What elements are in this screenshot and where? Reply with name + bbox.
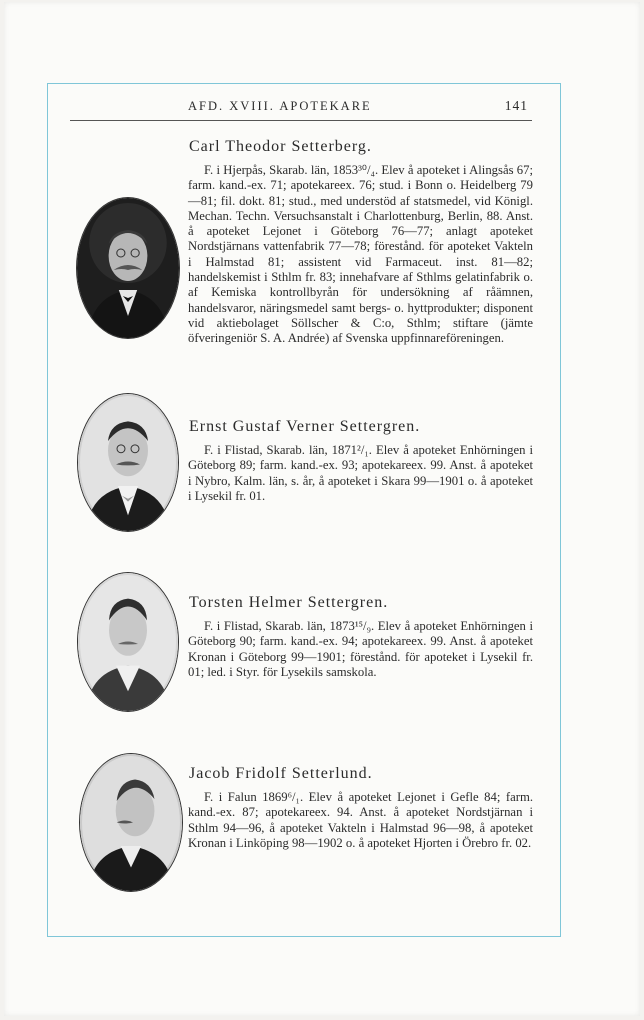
entry-biography: F. i Hjerpås, Skarab. län, 1853³⁰/₄. Elev å apoteket i Alingsås 67; farm. kand.-ex. 71; apotekareex. 76; stud. i Bonn o. Heidelberg 79—81; fil. dokt. 81; stud., med understöd af statsmedel, vid Königl. Mechan. Techn. Versuchsanstalt i Charlottenburg, Berlin, 88. Anst. å apoteket Lejonet i Göteborg 76—77; anlagt apoteket Nordstjärnans vattenfabrik 77—78; förestånd. för apoteket Vakteln i Halmstad 81; assistent vid Farmaceut. inst. 81—82; handelskemist i Sthlm fr. 83; innehafvare af Sthlms gelatinfabrik o. af Kemiska kontrollbyrån för undersökning af råämnen, handelsvaror, näringsmedel samt bergs- o. hyttprodukter; disponent vid aktiebolaget Söllscher & C:o, Sthlm; stiftare (jämte öfveringeniör S. A. Andrée) af Svenska uppfinnareföreningen. (188, 163, 533, 346)
section-title: AFD. XVIII. APOTEKARE (188, 99, 372, 113)
entry-biography: F. i Falun 1869⁶/₁. Elev å apoteket Lejonet i Gefle 84; farm. kand.-ex. 87; apotekareex. 94. Anst. å apoteket Nordstjärnan i Sthlm 94—96, å apoteket Vakteln i Halmstad 96—98, å apoteket Kronan i Linköping 98—1902 o. å apoteket Hjorten i Örebro fr. 02. (188, 790, 533, 850)
running-header (70, 98, 532, 121)
entry-name: Ernst Gustaf Verner Settergren. (189, 418, 421, 435)
portrait-image (79, 753, 183, 892)
entry-name: Carl Theodor Setterberg. (189, 138, 372, 155)
portrait-image (77, 572, 179, 712)
entry-biography: F. i Flistad, Skarab. län, 1873¹⁵/₉. Elev å apoteket Enhörningen i Göteborg 90; farm. kand.-ex. 94; apotekareex. 99. Anst. å apoteket Kronan i Göteborg 99—1901; förestånd. för apoteket i Lysekil fr. 01; led. i Styr. för Lysekils samskola. (188, 619, 533, 679)
portrait-image (77, 393, 179, 532)
entry-name: Jacob Fridolf Setterlund. (189, 765, 373, 782)
entry-name: Torsten Helmer Settergren. (189, 594, 389, 611)
page-number: 141 (504, 98, 528, 113)
entry-biography: F. i Flistad, Skarab. län, 1871²/₁. Elev å apoteket Enhörningen i Göteborg 89; farm. kand.-ex. 93; apotekareex. 99. Anst. å apoteket i Nybro, Kalm. län, s. år, å apoteket i Skara 99—1901 o. å apoteket i Lysekil fr. 01. (188, 443, 533, 503)
portrait-image (76, 197, 180, 339)
